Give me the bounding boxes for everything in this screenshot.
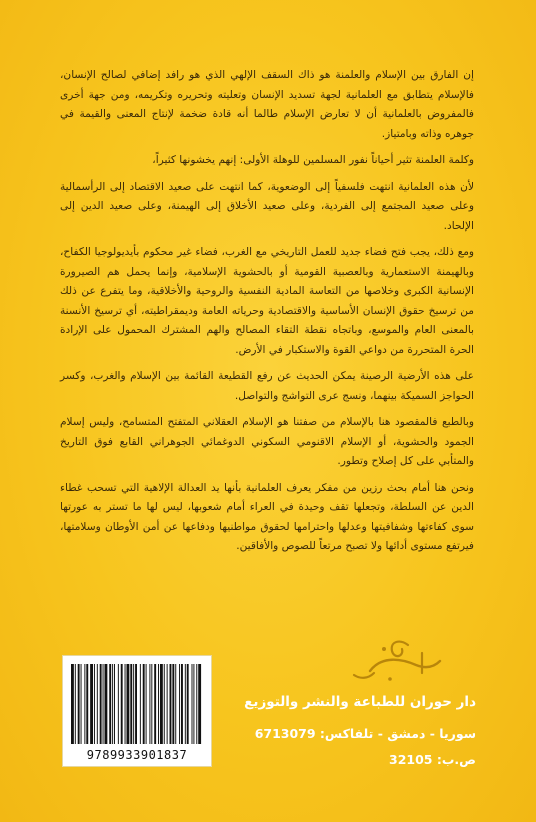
barcode-bar [84, 664, 85, 744]
blurb-paragraph-3: لأن هذه العلمانية انتهت فلسفياً إلى الوضعوية، كما انتهت على صعيد الاقتصاد إلى الرأسمالية وعلى صعيد المجتمع إلى الفردية، وعلى صعيد الأخلاق إلى الهيمنة، وعلى صعيد الدين إلى الإلحاد. [60, 180, 474, 232]
blurb-paragraph-7: ونحن هنا أمام بحث رزين من مفكر يعرف العلمانية بأنها يد العدالة الإلاهية التي تسحب غطاء الدين عن السلطة، وتجعلها تقف وحيدة في العراء أمام شعوبها، ليس لها ما تستر به عورتها سوى كفاءتها وشفافيتها وعدلها واحترامها لحقوق مواطنيها ودفاعها عن أمن الأوطان وسلامتها، فيرتفع مستوى أدائها ولا تصبح مرتعاً للصوص والأفاقين. [60, 481, 474, 552]
barcode-bar [181, 664, 183, 744]
barcode-bar [196, 664, 197, 744]
barcode-bar [149, 664, 150, 744]
barcode-bar [151, 664, 152, 744]
barcode-bar [154, 664, 156, 744]
barcode-bar [90, 664, 93, 744]
barcode-bar [135, 664, 137, 744]
publisher-address: سوريا - دمشق - تلفاكس: 6713079 [254, 726, 476, 741]
barcode-bar [94, 664, 95, 744]
blurb-paragraph-4: ومع ذلك، يجب فتح فضاء جديد للعمل التاريخي مع الغرب، فضاء غير محكوم بأيديولوجيا الكفاح، وبالهيمنة الاستعمارية وبالعصبية القومية أو بالحشوية الإسلامية، وإنما يحمل هم الصيرورة الإنسانية الكبرى وخلاصها من التعاسة المادية النفسية والروحية والأخلاقية، وما يتفرع عن ذلك من ترسيخ حقوق الإنسان الأساسية والاقتصادية وحرياته العامة وديمقراطيته، أي ترسيخ الأنسنة بالمعنى العام والموسع، وباتجاه نقطة التقاء المصالح والهم المشترك المحمول على الإرادة الحرة المتحررة من دواعي القوة والاستكبار في الأرض. [60, 246, 474, 356]
back-cover-blurb [60, 66, 474, 564]
blurb-paragraph-2: وكلمة العلمنة تثير أحياناً نفور المسلمين للوهلة الأولى: إنهم يخشونها كثيراً، [152, 154, 474, 166]
publisher-info [226, 692, 476, 770]
barcode-bar [133, 664, 134, 744]
barcode-bar [81, 664, 82, 744]
barcode-bar [109, 664, 111, 744]
barcode-bar [114, 664, 115, 744]
barcode-bar [167, 664, 168, 744]
barcode-bar [71, 664, 74, 744]
barcode-bar [97, 664, 98, 744]
isbn-number: 9789933901837 [86, 748, 188, 762]
barcode-bar [170, 664, 172, 744]
barcode-bar [164, 664, 165, 744]
blurb-paragraph-1: إن الفارق بين الإسلام والعلمنة هو ذاك السقف الإلهي الذي هو رافد إضافي لصالح الإنسان، فالإسلام يتطابق مع العلمانية لجهة تسديد الإنسان وتعليته وتحريره وتكريمه، ومن جهة أخرى فالمفروض بالعلمانية أن لا تعارض الإسلام طالما أنه قادة ضخمة لإنتاج المعنى والقيمة في جوهره وذاته وبامتياز. [60, 69, 474, 140]
barcode-bar [118, 664, 119, 744]
blurb-paragraph-5: على هذه الأرضية الرصينة يمكن الحديث عن رفع القطيعة القائمة بين الإسلام والغرب، وكسر الحواجز السميكة بينهما، ونسج عرى التواشج والتواصل. [60, 370, 474, 402]
barcode-bar [172, 664, 174, 744]
barcode-bar [125, 664, 126, 744]
barcode-bar [198, 664, 201, 744]
barcode-bar [86, 664, 88, 744]
barcode-bar [160, 664, 163, 744]
barcode-bar [126, 664, 129, 744]
barcode-bar [175, 664, 176, 744]
publisher-name: دار حوران للطباعة والنشر والتوزيع [244, 694, 476, 710]
barcode-bar [192, 664, 193, 744]
publisher-logo [330, 635, 450, 687]
barcode-bar [185, 664, 186, 744]
barcode-bar [146, 664, 147, 744]
barcode-bar [179, 664, 180, 744]
barcode-bar [103, 664, 104, 744]
publisher-po-box: ص.ب: 32105 [389, 752, 476, 767]
barcode-bar [112, 664, 113, 744]
barcode-bar [140, 664, 141, 744]
blurb-paragraph-6: وبالطبع فالمقصود هنا بالإسلام من صفتنا هو الإسلام العقلاني المتفتح المتسامح، وليس إسلام الجمود والحشوية، أو الإسلام الاقنومي السكوني الدوغمائي الجوهراني القابع فوق التاريخ والمتأبي على كل إصلاح وتطور. [60, 416, 474, 467]
barcode-bar [130, 664, 132, 744]
barcode-bar [78, 664, 80, 744]
barcode-bar [187, 664, 189, 744]
barcode-bar [121, 664, 123, 744]
barcode-bar [143, 664, 145, 744]
barcode-bar [193, 664, 194, 744]
barcode-bar [100, 664, 102, 744]
barcode-bar [104, 664, 107, 744]
barcode-bars [71, 664, 203, 744]
barcode-bar [158, 664, 159, 744]
barcode-bar [75, 664, 76, 744]
isbn-barcode [62, 655, 212, 767]
